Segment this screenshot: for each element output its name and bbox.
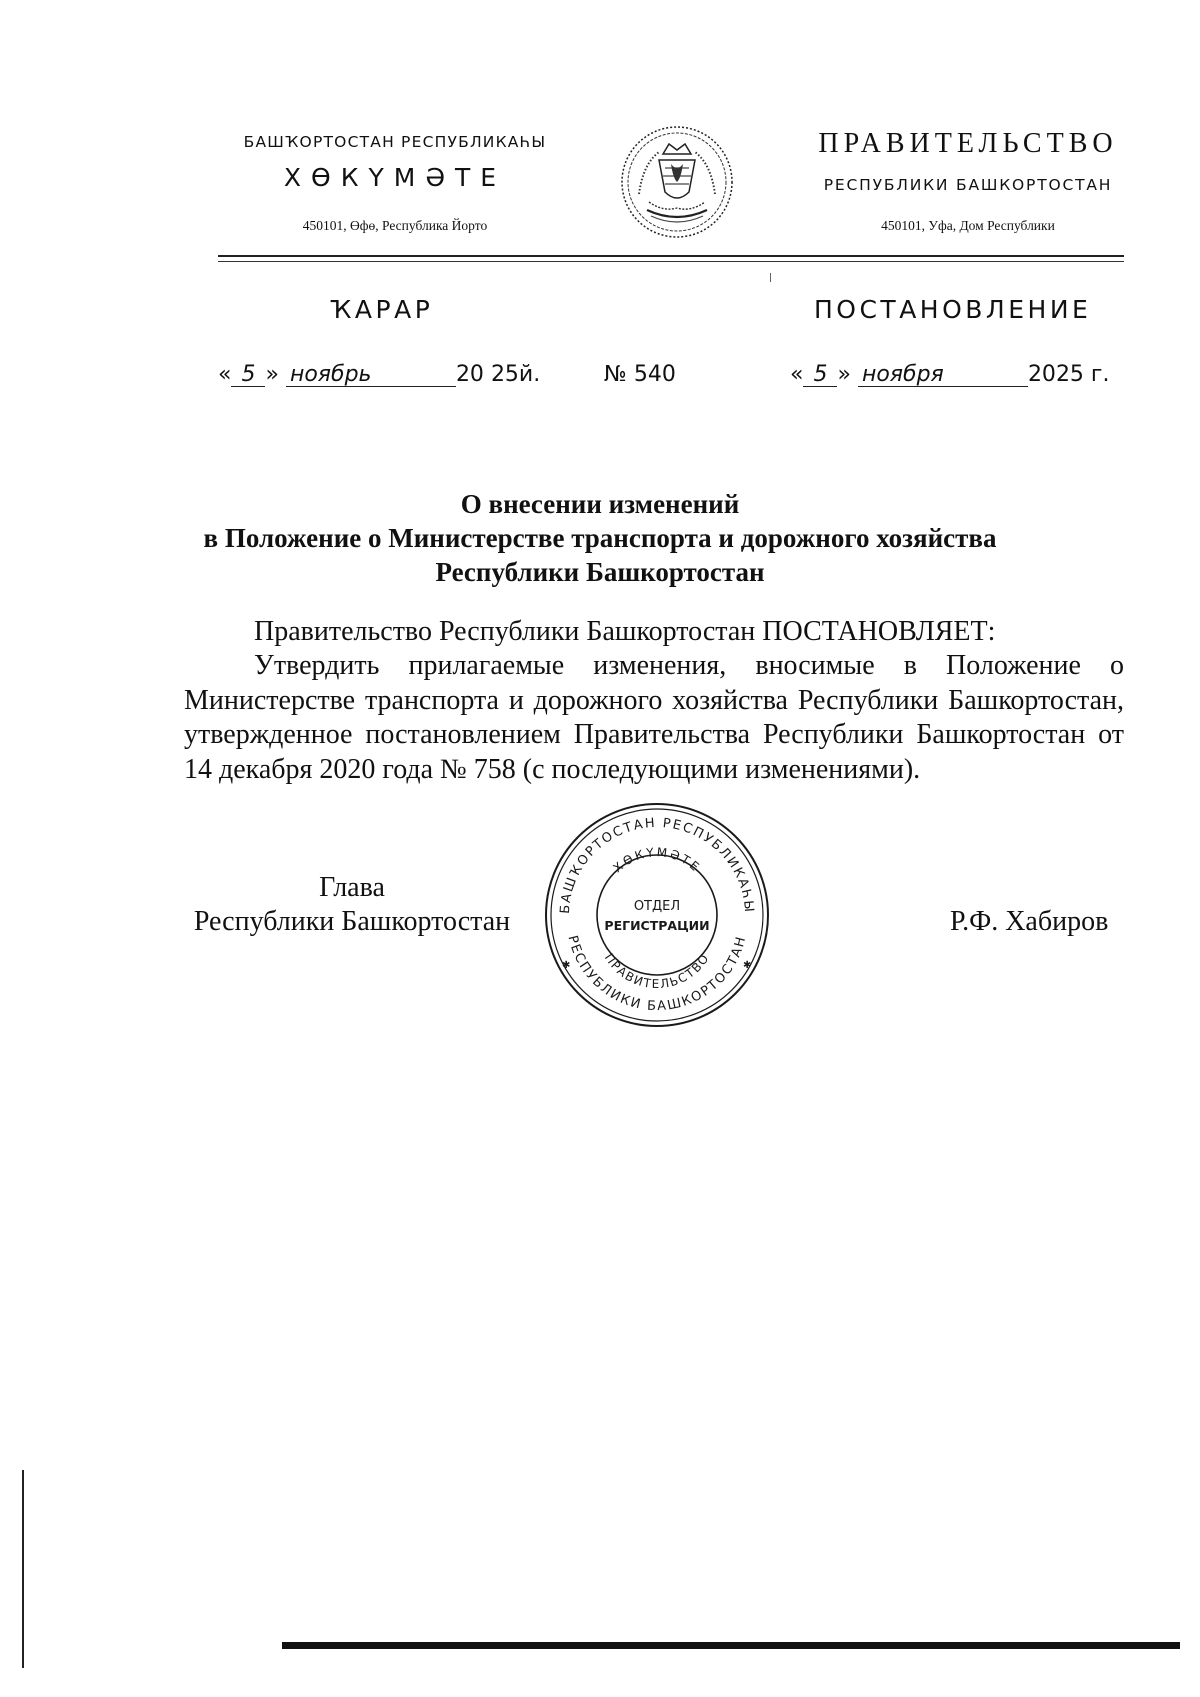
signatory-position-line-2: Республики Башкортостан [193, 906, 511, 937]
date-left-day: 5 [231, 363, 265, 387]
header-rule-thick [218, 255, 1124, 257]
stamp-center-line-2: РЕГИСТРАЦИИ [604, 918, 710, 933]
stamp-center-line-1: ОТДЕЛ [633, 899, 681, 914]
doc-type-right: ПОСТАНОВЛЕНИЕ [814, 295, 1092, 324]
header-right-address: 450101, Уфа, Дом Республики [881, 218, 1055, 233]
stamp-inner-top: ХӨКҮМӘТЕ [610, 845, 704, 876]
stamp-star-left: ✱ [562, 960, 571, 971]
doc-type-left: ҠАРАР [330, 295, 434, 324]
header-left-title: ХӨКҮМӘТЕ [283, 163, 507, 192]
resolution-text: Утвердить прилагаемые изменения, вносимые в Положение о Министерстве транспорта и дорожного хозяйства Республики Башкортостан, утвержденное постановлением Правительства Республики Башкортостан от 14 декабря 2020 года № 758 (с последующими изменениями). [184, 650, 1124, 785]
date-left-month: ноябрь [286, 363, 456, 387]
svg-text:ПРАВИТЕЛЬСТВО [602, 951, 713, 991]
header-left-address: 450101, Өфө, Республика Йорто [302, 218, 488, 233]
svg-text:ХӨКҮМӘТЕ [610, 845, 703, 875]
title-line-3: Республики Башкортостан [435, 557, 765, 587]
header-left-org: БАШҠОРТОСТАН РЕСПУБЛИКАҺЫ [243, 133, 547, 151]
scan-mark [770, 273, 771, 282]
title-line-2: в Положение о Министерстве транспорта и дорожного хозяйства [203, 523, 997, 553]
date-right-day: 5 [803, 363, 837, 387]
header-right-title: ПРАВИТЕЛЬСТВО [818, 128, 1118, 159]
header-rule-thin [218, 261, 1124, 262]
stamp-outer-bottom: РЕСПУБЛИКИ БАШКОРТОСТАН [564, 933, 750, 1015]
signatory-name: Р.Ф. Хабиров [950, 906, 1109, 937]
document-title [100, 487, 1100, 589]
date-left: « 5 » ноябрь 20 25й. [218, 362, 541, 387]
resolution-preamble: Правительство Республики Башкортостан ПОСТАНОВЛЯЕТ: [254, 616, 996, 647]
coat-of-arms-icon [619, 124, 735, 240]
stamp-inner-bottom: ПРАВИТЕЛЬСТВО [601, 950, 713, 992]
signatory-position-line-1: Глава [319, 872, 385, 903]
registration-stamp [542, 800, 772, 1030]
document-number: № 540 [604, 362, 676, 387]
stamp-outer-top: БАШҠОРТОСТАН РЕСПУБЛИКАҺЫ [557, 815, 757, 915]
date-right: « 5 » ноября 2025 г. [790, 362, 1110, 387]
scan-border-left [22, 1470, 24, 1668]
title-line-1: О внесении изменений [460, 489, 740, 519]
date-right-month: ноября [858, 363, 1028, 387]
svg-text:РЕСПУБЛИКИ БАШКОРТОСТАН [565, 934, 750, 1014]
header-right-org: РЕСПУБЛИКИ БАШКОРТОСТАН [823, 176, 1113, 194]
scan-border-bottom [282, 1642, 1180, 1649]
stamp-star-right: ✱ [743, 960, 752, 971]
